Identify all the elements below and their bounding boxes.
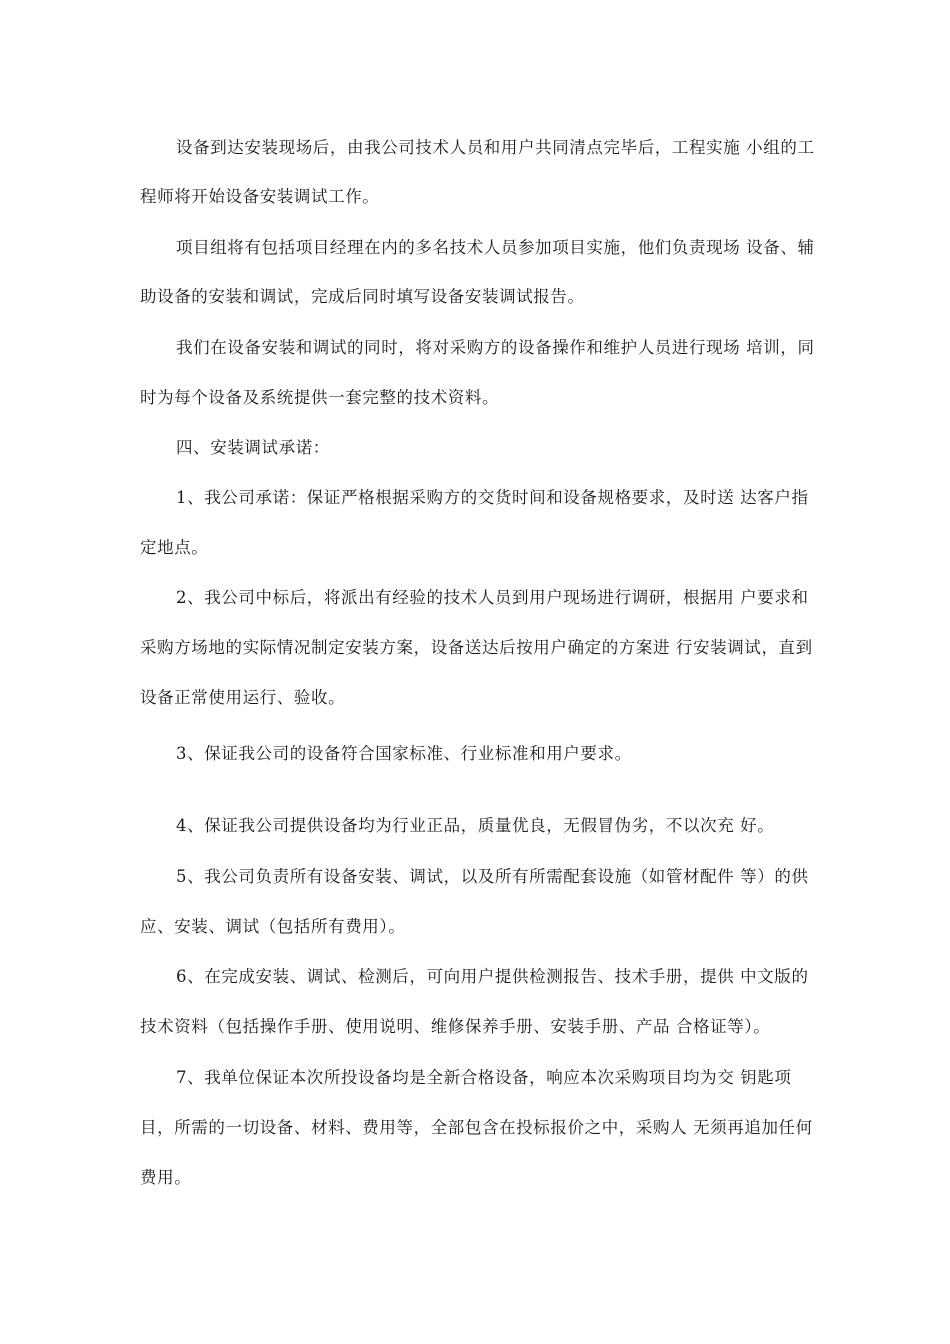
list-item-line: 技术资料（包括操作手册、使用说明、维修保养手册、安装手册、产品 合格证等）。 bbox=[140, 1017, 771, 1036]
paragraph-line: 助设备的安装和调试，完成后同时填写设备安装调试报告。 bbox=[140, 287, 585, 306]
paragraph-line: 设备到达安装现场后，由我公司技术人员和用户共同清点完毕后，工程实施 小组的工 bbox=[176, 138, 815, 157]
list-item-line: 3、保证我公司的设备符合国家标准、行业标准和用户要求。 bbox=[176, 744, 632, 763]
list-item-line: 7、我单位保证本次所投设备均是全新合格设备，响应本次采购项目均为交 钥匙项 bbox=[176, 1068, 792, 1087]
paragraph-line: 我们在设备安装和调试的同时，将对采购方的设备操作和维护人员进行现场 培训，同 bbox=[176, 338, 815, 357]
paragraph-line: 时为每个设备及系统提供一套完整的技术资料。 bbox=[140, 388, 500, 407]
list-item-line: 6、在完成安装、调试、检测后，可向用户提供检测报告、技术手册，提供 中文版的 bbox=[176, 967, 809, 986]
list-item-line: 目，所需的一切设备、材料、费用等，全部包含在投标报价之中，采购人 无须再追加任何 bbox=[140, 1118, 813, 1137]
list-item-line: 2、我公司中标后，将派出有经验的技术人员到用户现场进行调研，根据用 户要求和 bbox=[176, 588, 809, 607]
list-item-line: 设备正常使用运行、验收。 bbox=[140, 688, 346, 707]
section-heading: 四、安装调试承诺： bbox=[176, 438, 330, 457]
paragraph-line: 程师将开始设备安装调试工作。 bbox=[140, 187, 380, 206]
list-item-line: 4、保证我公司提供设备均为行业正品，质量优良，无假冒伪劣，不以次充 好。 bbox=[176, 816, 775, 835]
list-item-line: 5、我公司负责所有设备安装、调试，以及所有所需配套设施（如管材配件 等）的供 bbox=[176, 867, 809, 886]
list-item-line: 费用。 bbox=[140, 1168, 192, 1187]
list-item-line: 应、安装、调试（包括所有费用）。 bbox=[140, 917, 406, 936]
list-item-line: 采购方场地的实际情况制定安装方案，设备送达后按用户确定的方案进 行安装调试，直到 bbox=[140, 638, 813, 657]
list-item-line: 1、我公司承诺：保证严格根据采购方的交货时间和设备规格要求，及时送 达客户指 bbox=[176, 488, 809, 507]
paragraph-line: 项目组将有包括项目经理在内的多名技术人员参加项目实施，他们负责现场 设备、辅 bbox=[176, 238, 815, 257]
list-item-line: 定地点。 bbox=[140, 538, 209, 557]
